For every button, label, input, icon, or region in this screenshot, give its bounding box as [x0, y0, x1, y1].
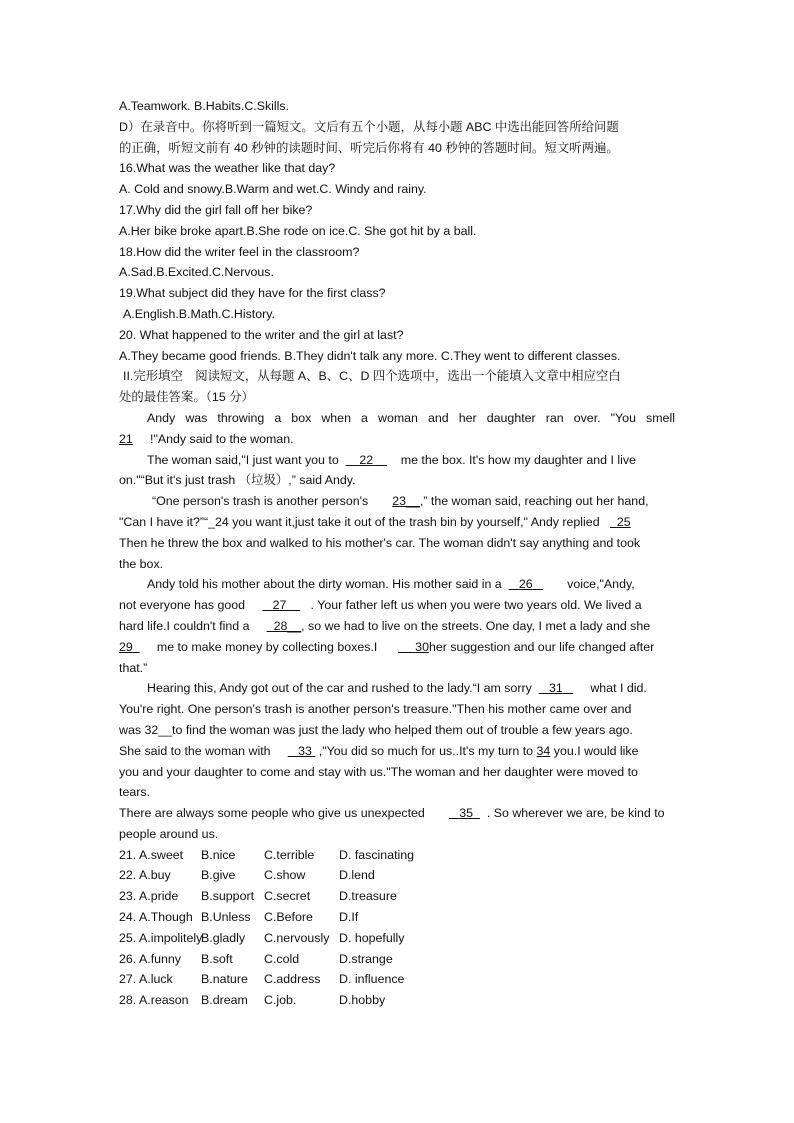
blank-22: 22 [359, 452, 374, 467]
option-choice: C.job. [264, 993, 297, 1008]
blank-31: 31 [549, 681, 563, 696]
section-cloze-heading: II.完形填空 阅读短文，从每题 A、B、C、D 四个选项中，选出一个能填入文章中相应空白 [123, 369, 621, 384]
option-row [119, 886, 675, 907]
question-19: 19.What subject did they have for the first class? [119, 286, 386, 301]
section-cloze-heading-cont: 处的最佳答案。（15 分） [119, 390, 254, 405]
option-choice: C.Before [264, 910, 313, 925]
option-choice: B.give [201, 868, 236, 883]
passage-word: over. [573, 410, 601, 425]
answer-options-line: A.Teamwork. B.Habits.C.Skills. [119, 99, 290, 113]
passage-word: box [291, 410, 312, 425]
passage-line: 21 !"Andy said to the woman. [119, 431, 294, 446]
question-20-options: A.They became good friends. B.They didn't talk any more. C.They went to different classes. [119, 348, 621, 363]
blank-26: 26 [518, 577, 533, 592]
blank-30: 30 [415, 639, 429, 654]
option-choice: D.strange [339, 951, 393, 966]
option-choice: 21. A.sweet [119, 847, 184, 862]
answer-options-list [119, 845, 675, 1011]
option-choice: B.Unless [201, 910, 251, 925]
passage-word: when [321, 410, 351, 425]
option-choice: C.terrible [264, 847, 315, 862]
option-choice: D.If [339, 910, 359, 925]
question-18-options: A.Sad.B.Excited.C.Nervous. [119, 265, 274, 280]
passage-word: throwing [217, 410, 265, 425]
blank-33: 33 [298, 743, 312, 758]
option-row [119, 990, 675, 1011]
blank-35: 35 [459, 806, 474, 821]
blank-27: 27 [272, 598, 287, 613]
passage-word: ran [545, 410, 564, 425]
passage-word: "You [610, 410, 636, 425]
passage-line [119, 408, 675, 429]
option-row [119, 928, 675, 949]
passage-word: and [428, 410, 449, 425]
option-choice: D. fascinating [339, 847, 415, 862]
section-d-instructions: D）在录音中。你将听到一篇短文。文后有五个小题，从每小题 ABC 中选出能回答所给问题 [119, 119, 619, 134]
question-16-options: A. Cold and snowy.B.Warm and wet.C. Windy and rainy. [119, 182, 427, 197]
question-20: 20. What happened to the writer and the girl at last? [119, 327, 404, 342]
option-choice: 24. A.Though [119, 910, 193, 925]
option-choice: C.cold [264, 951, 300, 966]
option-choice: D. hopefully [339, 930, 405, 945]
option-choice: B.support [201, 889, 255, 904]
option-choice: B.gladly [201, 930, 246, 945]
option-choice: C.nervously [264, 930, 330, 945]
question-19-options: A.English.B.Math.C.History. [123, 306, 275, 321]
blank-25: 25 [616, 514, 631, 529]
option-choice: B.soft [201, 951, 233, 966]
passage-word: Andy [147, 410, 176, 425]
option-choice: 28. A.reason [119, 993, 189, 1008]
blank-29: 29 [119, 639, 133, 654]
option-choice: 23. A.pride [119, 889, 179, 904]
passage-word: her [458, 410, 477, 425]
option-choice: C.address [264, 972, 321, 987]
question-17: 17.Why did the girl fall off her bike? [119, 202, 313, 217]
blank-28: 28__ [273, 618, 302, 633]
option-choice: B.dream [201, 993, 248, 1008]
option-row [119, 865, 675, 886]
section-d-instructions-cont: 的正确，听短文前有 40 秒钟的读题时间、听完后你将有 40 秒钟的答题时间。短文听两遍。 [119, 140, 619, 155]
passage-line: not everyone has good 27 . Your father left us when you were two years old. We lived a [119, 598, 642, 613]
passage-line: tears. [119, 785, 150, 800]
passage-line: You're right. One person's trash is another person's treasure."Then his mother came over and [119, 702, 632, 717]
option-choice: 25. A.impolitely [119, 930, 203, 945]
option-choice: D.lend [339, 868, 375, 883]
question-17-options: A.Her bike broke apart.B.She rode on ice.C. She got hit by a ball. [119, 223, 477, 238]
passage-word: smell [646, 410, 675, 425]
option-choice: C.secret [264, 889, 311, 904]
option-choice: 26. A.funny [119, 951, 182, 966]
passage-line: Hearing this, Andy got out of the car and rushed to the lady.“I am sorry 31 what I did. [147, 681, 647, 696]
passage-line: people around us. [119, 826, 219, 841]
option-choice: D. influence [339, 972, 405, 987]
passage-word: woman [378, 410, 418, 425]
passage-line: Then he threw the box and walked to his mother's car. The woman didn't say anything and took [119, 535, 641, 550]
passage-line: "Can I have it?”“_24 you want it,just take it out of the trash bin by yourself," Andy replied 25 [119, 514, 631, 529]
passage-line: that.” [119, 660, 148, 675]
passage-word: a [274, 410, 282, 425]
passage-word: daughter [486, 410, 536, 425]
passage-line: you and your daughter to come and stay with us."The woman and her daughter were moved to [119, 764, 638, 779]
option-choice: B.nice [201, 847, 236, 862]
passage-line: She said to the woman with 33 ,"You did so much for us..It's my turn to 34 you.I would like [119, 743, 639, 758]
blank-21: 21 [119, 431, 133, 446]
exam-page [119, 96, 675, 1011]
option-choice: D.hobby [339, 993, 386, 1008]
passage-line: The woman said,"I just want you to 22 me the box. It's how my daughter and I live [147, 452, 636, 467]
option-choice: 22. A.buy [119, 868, 171, 883]
passage-line: the box. [119, 556, 164, 571]
option-row [119, 907, 675, 928]
passage-word: a [361, 410, 368, 425]
option-row [119, 949, 675, 970]
question-16: 16.What was the weather like that day? [119, 161, 336, 176]
passage-line: “One person's trash is another person's 23__,” the woman said, reaching out her hand, [152, 494, 649, 509]
passage-line: on."“But it's just trash （垃圾）,” said Andy. [119, 473, 356, 488]
blank-34: 34 [536, 743, 551, 758]
option-choice: C.show [264, 868, 306, 883]
passage-line: hard life.I couldn't find a 28__, so we had to live on the streets. One day, I met a lady and she [119, 618, 651, 633]
option-row [119, 969, 675, 990]
passage-word: was [185, 410, 208, 425]
option-row [119, 845, 675, 866]
passage-line: was 32__to find the woman was just the lady who helped them out of trouble a few years ago. [119, 722, 633, 737]
passage-line: Andy told his mother about the dirty woman. His mother said in a 26 voice,"Andy, [147, 577, 635, 592]
question-18: 18.How did the writer feel in the classroom? [119, 244, 360, 259]
passage-line: 29 me to make money by collecting boxes.I 30her suggestion and our life changed after [119, 639, 655, 654]
option-choice: 27. A.luck [119, 972, 173, 987]
option-choice: D.treasure [339, 889, 397, 904]
passage-line: There are always some people who give us unexpected 35 . So wherever we are, be kind to [119, 806, 665, 821]
option-choice: B.nature [201, 972, 248, 987]
blank-23: 23__ [392, 494, 420, 509]
